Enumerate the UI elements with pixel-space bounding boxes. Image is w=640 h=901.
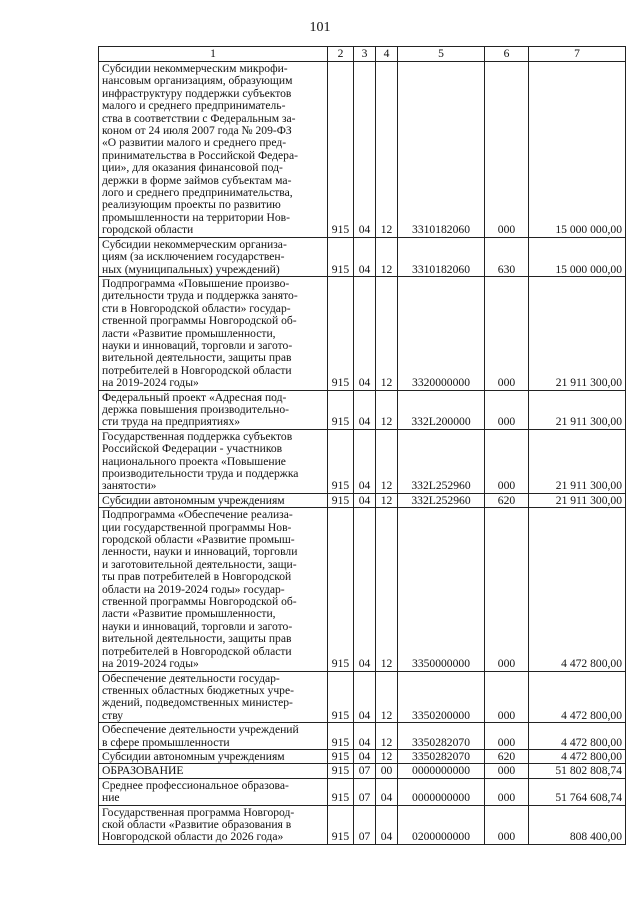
amount: 21 911 300,00 bbox=[529, 276, 626, 390]
row-name-text: Обеспечение деятельности учреждений в сфере промышленности bbox=[102, 723, 299, 749]
target-article-code: 0000000000 bbox=[398, 764, 485, 778]
section-code: 04 bbox=[354, 723, 376, 750]
target-article-code: 332L200000 bbox=[398, 390, 485, 429]
expense-type-code: 000 bbox=[485, 390, 529, 429]
section-code: 04 bbox=[354, 429, 376, 493]
table-row bbox=[99, 276, 626, 390]
section-code: 04 bbox=[354, 493, 376, 507]
expense-type-code: 000 bbox=[485, 276, 529, 390]
table-row bbox=[99, 749, 626, 763]
target-article-code: 3310182060 bbox=[398, 62, 485, 238]
section-code: 07 bbox=[354, 778, 376, 805]
target-article-code: 3320000000 bbox=[398, 276, 485, 390]
expense-type-code: 000 bbox=[485, 778, 529, 805]
section-code: 04 bbox=[354, 276, 376, 390]
row-name bbox=[99, 62, 328, 238]
header-cell: 6 bbox=[485, 47, 529, 62]
row-name bbox=[99, 723, 328, 750]
subsection-code: 12 bbox=[376, 276, 398, 390]
ministry-code: 915 bbox=[328, 237, 354, 276]
section-code: 04 bbox=[354, 671, 376, 723]
table-row bbox=[99, 429, 626, 493]
section-code: 04 bbox=[354, 508, 376, 671]
expense-type-code: 000 bbox=[485, 62, 529, 238]
amount: 15 000 000,00 bbox=[529, 62, 626, 238]
expense-type-code: 000 bbox=[485, 764, 529, 778]
expense-type-code: 620 bbox=[485, 493, 529, 507]
row-name bbox=[99, 429, 328, 493]
expense-type-code: 000 bbox=[485, 671, 529, 723]
amount: 15 000 000,00 bbox=[529, 237, 626, 276]
expense-type-code: 620 bbox=[485, 749, 529, 763]
amount: 21 911 300,00 bbox=[529, 429, 626, 493]
target-article-code: 3350282070 bbox=[398, 723, 485, 750]
header-cell: 7 bbox=[529, 47, 626, 62]
subsection-code: 04 bbox=[376, 778, 398, 805]
table-row bbox=[99, 508, 626, 671]
row-name-text: Подпрограмма «Обеспечение реализа- ции государственной программы Нов- городской области «Развитие промыш- ленности, науки и инноваций, торговли и заготовительной деятельности, защи- ты прав потребителей в Новгородской области на 2019-2024 годы» государ- ственной программы Новгородской об- ласти «Развитие промышленности, науки и инноваций, торговли и загото- вительной деятельности, защиты прав потребителей в Новгородской области на 2019-2024 годы» bbox=[102, 508, 298, 671]
subsection-code: 00 bbox=[376, 764, 398, 778]
section-code: 04 bbox=[354, 749, 376, 763]
ministry-code: 915 bbox=[328, 493, 354, 507]
section-code: 07 bbox=[354, 805, 376, 844]
table-row bbox=[99, 390, 626, 429]
amount: 4 472 800,00 bbox=[529, 749, 626, 763]
row-name bbox=[99, 508, 328, 671]
row-name bbox=[99, 237, 328, 276]
row-name bbox=[99, 749, 328, 763]
section-code: 07 bbox=[354, 764, 376, 778]
subsection-code: 12 bbox=[376, 429, 398, 493]
header-cell: 3 bbox=[354, 47, 376, 62]
section-code: 04 bbox=[354, 62, 376, 238]
subsection-code: 12 bbox=[376, 493, 398, 507]
ministry-code: 915 bbox=[328, 62, 354, 238]
amount: 21 911 300,00 bbox=[529, 390, 626, 429]
target-article-code: 332L252960 bbox=[398, 429, 485, 493]
ministry-code: 915 bbox=[328, 778, 354, 805]
expense-type-code: 000 bbox=[485, 723, 529, 750]
amount: 4 472 800,00 bbox=[529, 508, 626, 671]
ministry-code: 915 bbox=[328, 723, 354, 750]
subsection-code: 12 bbox=[376, 508, 398, 671]
header-row bbox=[99, 47, 626, 62]
target-article-code: 3350282070 bbox=[398, 749, 485, 763]
target-article-code: 332L252960 bbox=[398, 493, 485, 507]
page-number: 101 bbox=[309, 20, 331, 35]
row-name-text: Государственная поддержка субъектов Российской Федерации - участников национального проекта «Повышение производительности труда и поддержка занятости» bbox=[102, 429, 299, 493]
expense-type-code: 630 bbox=[485, 237, 529, 276]
table-row bbox=[99, 671, 626, 723]
row-name bbox=[99, 778, 328, 805]
row-name-text: Обеспечение деятельности государ- ственных областных бюджетных учре- ждений, подведомственных министер- ству bbox=[102, 671, 294, 722]
header-cell: 5 bbox=[398, 47, 485, 62]
subsection-code: 04 bbox=[376, 805, 398, 844]
expense-type-code: 000 bbox=[485, 805, 529, 844]
row-name-text: Субсидии автономным учреждениям bbox=[102, 749, 285, 763]
subsection-code: 12 bbox=[376, 390, 398, 429]
table-row bbox=[99, 764, 626, 778]
subsection-code: 12 bbox=[376, 671, 398, 723]
table-row bbox=[99, 723, 626, 750]
header-cell: 2 bbox=[328, 47, 354, 62]
target-article-code: 3350200000 bbox=[398, 671, 485, 723]
table-row bbox=[99, 237, 626, 276]
table-row bbox=[99, 805, 626, 844]
ministry-code: 915 bbox=[328, 749, 354, 763]
subsection-code: 12 bbox=[376, 237, 398, 276]
row-name bbox=[99, 764, 328, 778]
row-name bbox=[99, 805, 328, 844]
ministry-code: 915 bbox=[328, 805, 354, 844]
table-body bbox=[99, 62, 626, 845]
amount: 4 472 800,00 bbox=[529, 671, 626, 723]
row-name-text: Среднее профессиональное образова- ние bbox=[102, 778, 289, 805]
row-name-text: Субсидии некоммерческим микрофи- нансовым организациям, образующим инфраструктуру поддержки субъектов малого и среднего предприниматель- ства в соответствии с Федеральным за- коном от 24 июля 2007 года № 209-ФЗ «О развитии малого и среднего пред- принимательства в Российской Федера- ции», для оказания финансовой под- держки в форме займов субъектам ма- лого и среднего предпринимательства, реализующим проекты по развитию промышленности на территории Нов- городской области bbox=[102, 62, 298, 237]
target-article-code: 0200000000 bbox=[398, 805, 485, 844]
row-name-text: ОБРАЗОВАНИЕ bbox=[102, 764, 184, 778]
row-name bbox=[99, 390, 328, 429]
row-name-text: Государственная программа Новгород- ской области «Развитие образования в Новгородской области до 2026 года» bbox=[102, 805, 295, 844]
header-cell: 4 bbox=[376, 47, 398, 62]
row-name-text: Подпрограмма «Повышение произво- дительности труда и поддержка занято- сти в Новгородской области» государ- ственной программы Новгородской об- ласти «Развитие промышленности, науки и инноваций, торговли и загото- вительной деятельности, защиты прав потребителей в Новгородской области на 2019-2024 годы» bbox=[102, 276, 298, 390]
row-name bbox=[99, 671, 328, 723]
amount: 51 802 808,74 bbox=[529, 764, 626, 778]
amount: 808 400,00 bbox=[529, 805, 626, 844]
target-article-code: 3310182060 bbox=[398, 237, 485, 276]
row-name-text: Субсидии некоммерческим организа- циям (за исключением государствен- ных (муниципальных) учреждений) bbox=[102, 237, 287, 276]
amount: 21 911 300,00 bbox=[529, 493, 626, 507]
row-name bbox=[99, 276, 328, 390]
subsection-code: 12 bbox=[376, 62, 398, 238]
ministry-code: 915 bbox=[328, 764, 354, 778]
ministry-code: 915 bbox=[328, 508, 354, 671]
subsection-code: 12 bbox=[376, 723, 398, 750]
amount: 4 472 800,00 bbox=[529, 723, 626, 750]
amount: 51 764 608,74 bbox=[529, 778, 626, 805]
subsection-code: 12 bbox=[376, 749, 398, 763]
table-row bbox=[99, 778, 626, 805]
target-article-code: 0000000000 bbox=[398, 778, 485, 805]
budget-table bbox=[98, 46, 626, 845]
section-code: 04 bbox=[354, 237, 376, 276]
expense-type-code: 000 bbox=[485, 429, 529, 493]
ministry-code: 915 bbox=[328, 276, 354, 390]
ministry-code: 915 bbox=[328, 429, 354, 493]
row-name-text: Федеральный проект «Адресная под- держка повышения производительно- сти труда на предприятиях» bbox=[102, 390, 290, 429]
expense-type-code: 000 bbox=[485, 508, 529, 671]
target-article-code: 3350000000 bbox=[398, 508, 485, 671]
row-name bbox=[99, 493, 328, 507]
table-row bbox=[99, 493, 626, 507]
ministry-code: 915 bbox=[328, 671, 354, 723]
header-cell: 1 bbox=[99, 47, 328, 62]
table-row bbox=[99, 62, 626, 238]
row-name-text: Субсидии автономным учреждениям bbox=[102, 493, 285, 507]
section-code: 04 bbox=[354, 390, 376, 429]
ministry-code: 915 bbox=[328, 390, 354, 429]
